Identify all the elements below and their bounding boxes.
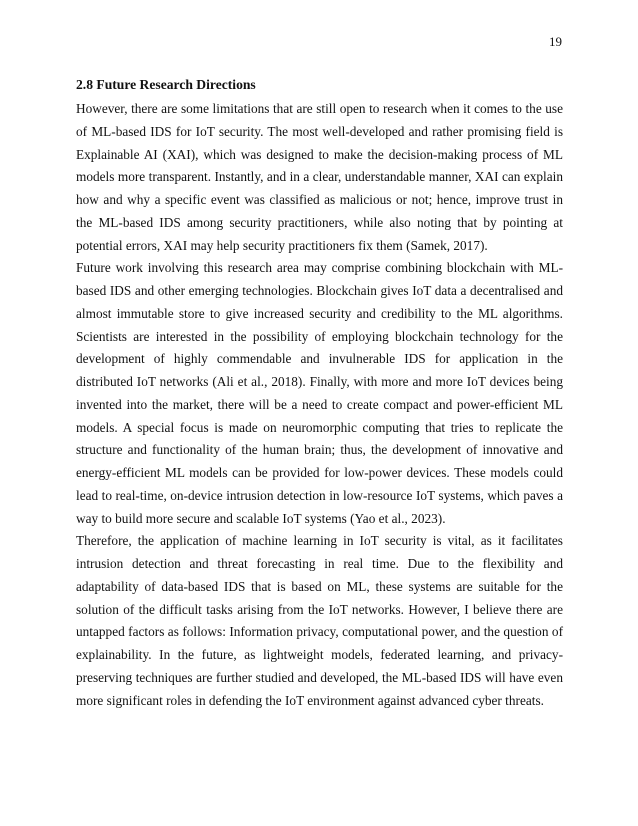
paragraph-xai: However, there are some limitations that are still open to research when it comes to the use of ML-based IDS for IoT security. The most well-developed and rather promising field is Explainable AI (XAI), which was designed to make the decision-making process of ML models more transparent. Instantly, and in a clear, understandable manner, XAI can explain how and why a specific event was classified as malicious or not; hence, improve trust in the ML-based IDS among security practitioners, while also noting that by pointing at potential errors, XAI may help security practitioners fix them (Samek, 2017). — [76, 101, 563, 253]
paragraph-future-work: Future work involving this research area may comprise combining blockchain with ML-based IDS and other emerging technologies. Blockchain gives IoT data a decentralised and almost immutable store to give increased security and credibility to the ML algorithms. Scientists are interested in the possibility of employing blockchain technology for the development of highly commendable and invulnerable IDS for application in the distributed IoT networks (Ali et al., 2018). Finally, with more and more IoT devices being invented into the market, there will be a need to create compact and power-efficient ML models. A special focus is made on neuromorphic computing that tries to replicate the structure and functionality of the human brain; thus, the development of innovative and energy-efficient ML models can be provided for low-power devices. These models could lead to real-time, on-device intrusion detection in low-resource IoT systems, which paves a way to build more secure and scalable IoT systems (Yao et al., 2023). — [76, 260, 563, 526]
section-heading: 2.8 Future Research Directions — [76, 77, 256, 92]
section-body — [76, 76, 563, 712]
page-number: 19 — [549, 34, 562, 49]
paragraph-conclusion: Therefore, the application of machine learning in IoT security is vital, as it facilitates intrusion detection and threat forecasting in real time. Due to the flexibility and adaptability of data-based IDS that is based on ML, these systems are suitable for the solution of the difficult tasks arising from the IoT networks. However, I believe there are untapped factors as follows: Information privacy, computational power, and the question of explainability. In the future, as lightweight models, federated learning, and privacy-preserving techniques are further studied and developed, the ML-based IDS will have even more significant roles in defending the IoT environment against advanced cyber threats. — [76, 533, 563, 708]
